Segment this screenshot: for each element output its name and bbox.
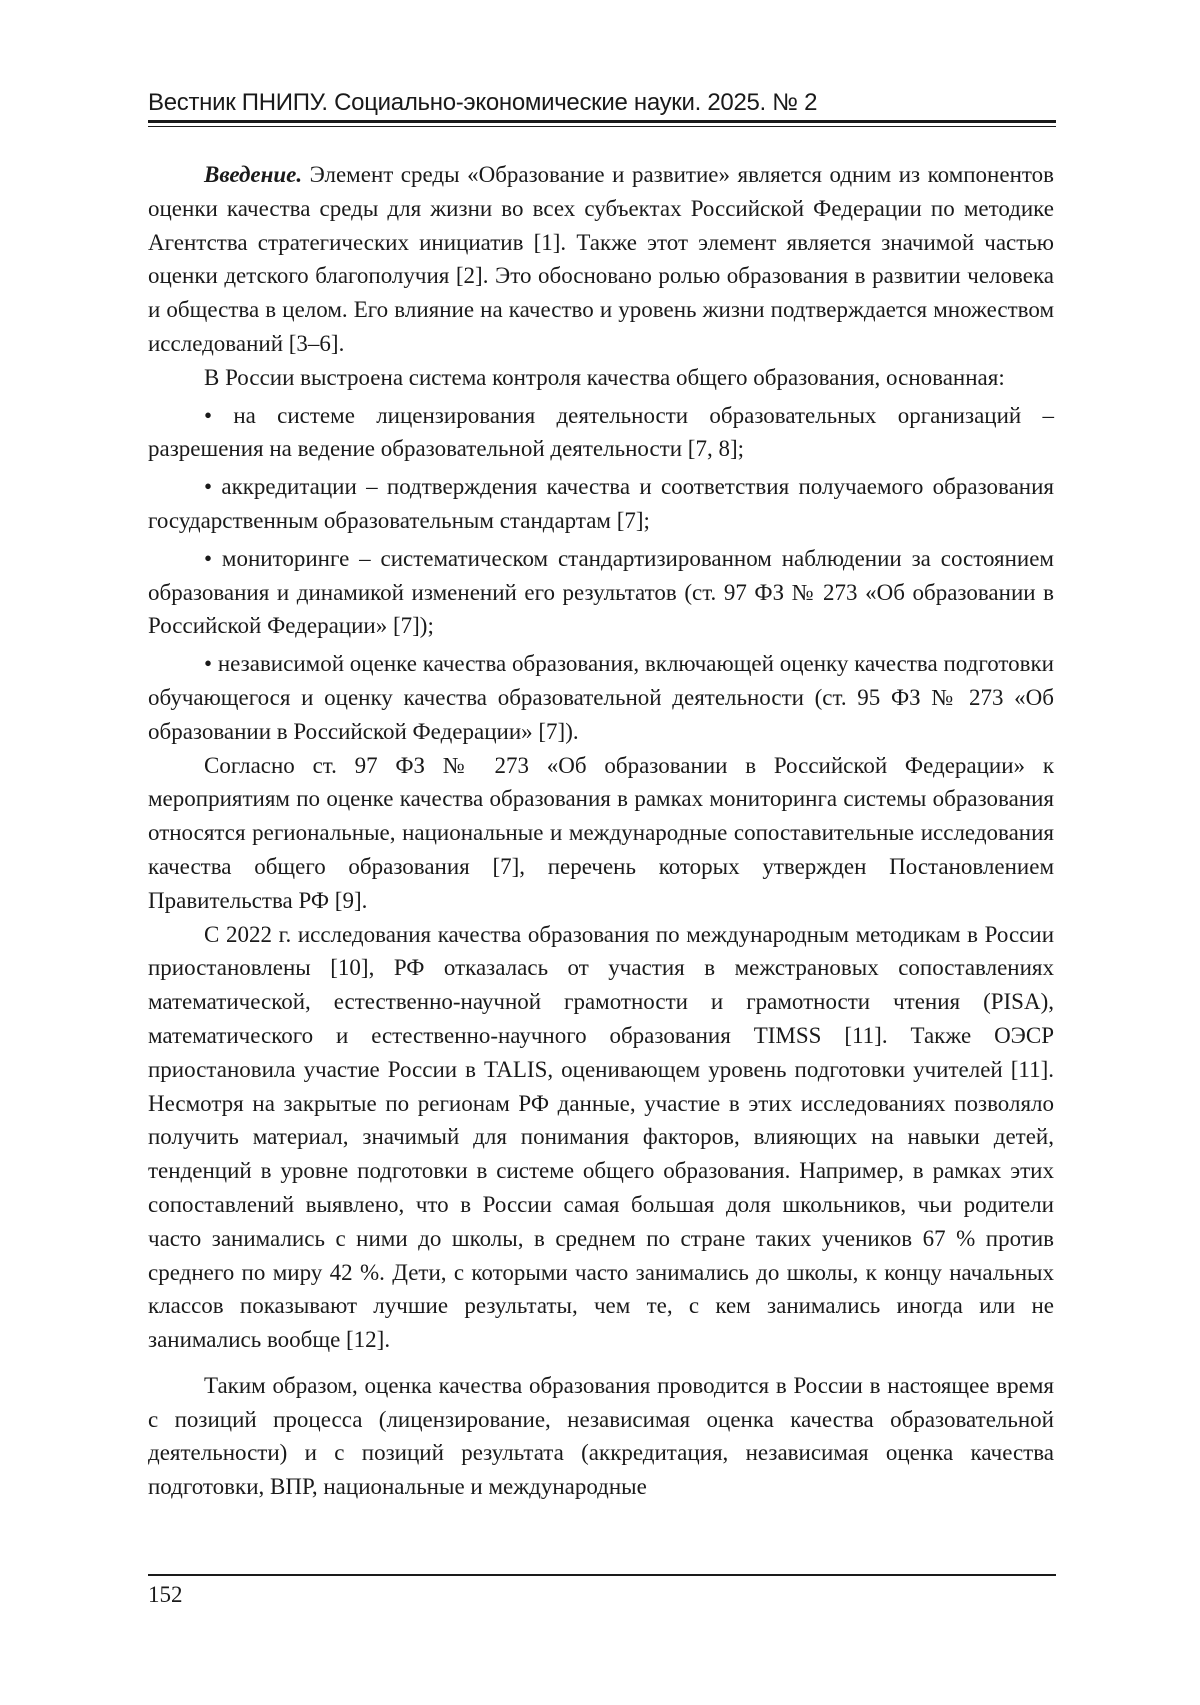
- bullet-item: • мониторинге – систематическом стандартизированном наблюдении за состоянием образования и динамикой изменений его результатов (ст. 97 ФЗ № 273 «Об образовании в Российской Федерации» [7]);: [148, 542, 1054, 643]
- article-body: [148, 158, 1054, 1504]
- page-number: 152: [148, 1580, 183, 1610]
- bullet-item: • аккредитации – подтверждения качества и соответствия получаемого образования государственным образовательным стандартам [7];: [148, 470, 1054, 538]
- intro-text: Элемент среды «Образование и развитие» является одним из компонентов оценки качества среды для жизни во всех субъектах Российской Федерации по методике Агентства стратегических инициатив [1]. Также этот элемент является значимой частью оценки детского благополучия [2]. Это обосновано ролью образования в развитии человека и общества в целом. Его влияние на качество и уровень жизни подтверждается множеством исследований [3–6].: [148, 162, 1054, 356]
- header-rule-thin: [148, 126, 1056, 127]
- journal-page: [0, 0, 1200, 1705]
- paragraph: Таким образом, оценка качества образования проводится в России в настоящее время с позиций процесса (лицензирование, независимая оценка качества образовательной деятельности) и с позиций результата (аккредитация, независимая оценка качества подготовки, ВПР, национальные и международные: [148, 1369, 1054, 1504]
- bullet-item: • независимой оценке качества образования, включающей оценку качества подготовки обучающегося и оценку качества образовательной деятельности (ст. 95 ФЗ № 273 «Об образовании в Российской Федерации» [7]).: [148, 647, 1054, 748]
- paragraph: В России выстроена система контроля качества общего образования, основанная:: [148, 361, 1054, 395]
- bullet-item: • на системе лицензирования деятельности образовательных организаций – разрешения на ведение образовательной деятельности [7, 8];: [148, 399, 1054, 467]
- paragraph: Согласно ст. 97 ФЗ № 273 «Об образовании в Российской Федерации» к мероприятиям по оценке качества образования в рамках мониторинга системы образования относятся региональные, национальные и международные сопоставительные исследования качества общего образования [7], перечень которых утвержден Постановлением Правительства РФ [9].: [148, 749, 1054, 918]
- paragraph: С 2022 г. исследования качества образования по международным методикам в России приостановлены [10], РФ отказалась от участия в межстрановых сопоставлениях математической, естественно-научной грамотности и грамотности чтения (PISA), математического и естественно-научного образования TIMSS [11]. Также ОЭСР приостановила участие России в TALIS, оценивающем уровень подготовки учителей [11]. Несмотря на закрытые по регионам РФ данные, участие в этих исследованиях позволяло получить материал, значимый для понимания факторов, влияющих на навыки детей, тенденций в уровне подготовки в системе общего образования. Например, в рамках этих сопоставлений выявлено, что в России самая большая доля школьников, чьи родители часто занимались с ними до школы, в среднем по стране таких учеников 67 % против среднего по миру 42 %. Дети, с которыми часто занимались до школы, к концу начальных классов показывают лучшие результаты, чем те, с кем занимались иногда или не занимались вообще [12].: [148, 918, 1054, 1357]
- footer-rule: [148, 1574, 1056, 1576]
- intro-paragraph: [148, 158, 1054, 361]
- section-heading: Введение.: [204, 162, 302, 187]
- running-head: Вестник ПНИПУ. Социально-экономические науки. 2025. № 2: [148, 88, 1054, 118]
- header-rule-thick: [148, 120, 1056, 123]
